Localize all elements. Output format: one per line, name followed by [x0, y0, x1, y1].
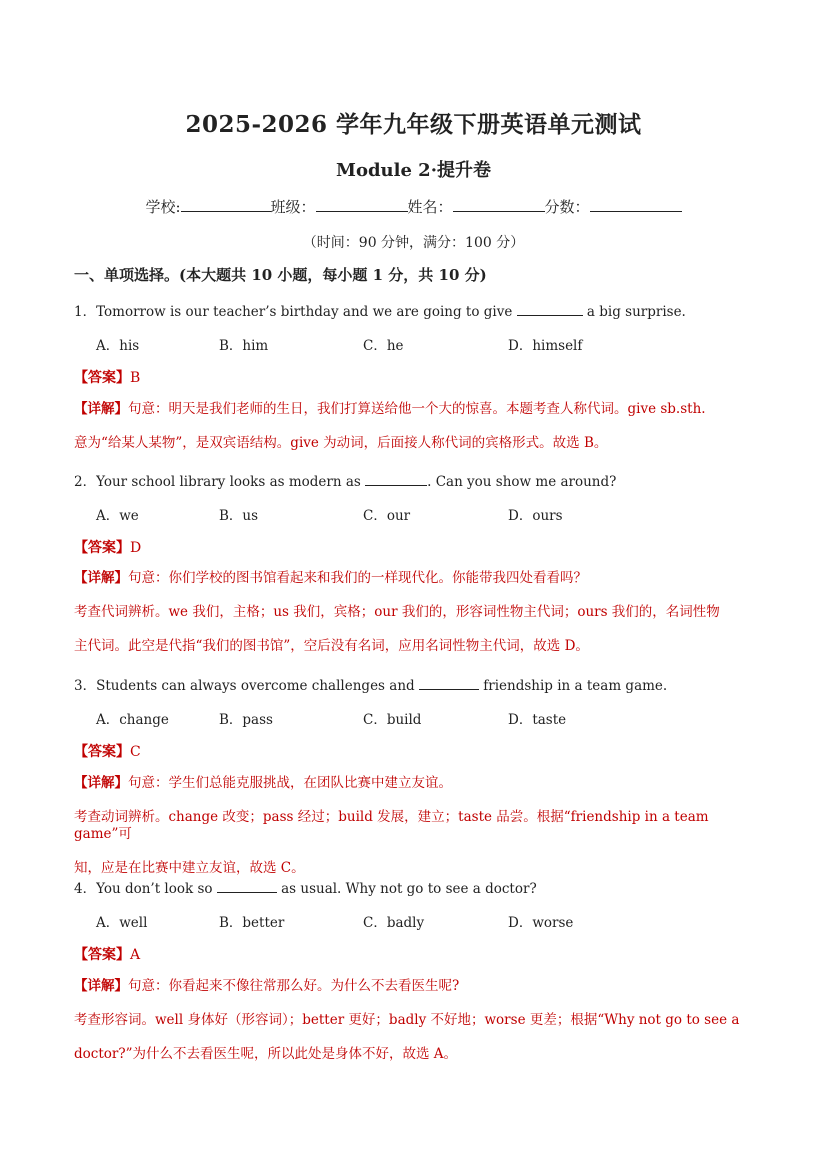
detail-tag: 【详解】 [74, 775, 128, 791]
score-blank[interactable] [590, 197, 682, 212]
answer-value: D [130, 540, 142, 556]
explanation-line: 【详解】句意：你看起来不像往常那么好。为什么不去看医生呢? [74, 978, 460, 994]
question-4-explanation [74, 978, 754, 1063]
explanation-line: 知，应是在比赛中建立友谊，故选 C。 [74, 860, 305, 876]
question-3-text-after: friendship in a team game. [478, 678, 668, 694]
question-4-blank [217, 880, 277, 893]
question-4-options [96, 911, 696, 929]
option-d: D．ours [508, 508, 563, 524]
question-2-stem [74, 470, 616, 490]
detail-tag: 【详解】 [74, 401, 128, 417]
explanation-line: 【详解】句意：明天是我们老师的生日，我们打算送给他一个大的惊喜。本题考查人称代词。give sb.sth. [74, 401, 706, 417]
question-1-explanation [74, 401, 754, 452]
detail-tag: 【详解】 [74, 978, 128, 994]
time-info: （时间：90 分钟，满分：100 分） [302, 235, 525, 251]
explanation-line: 【详解】句意：学生们总能克服挑战，在团队比赛中建立友谊。 [74, 775, 452, 791]
question-3-stem [74, 674, 667, 694]
question-2-answer [74, 537, 141, 557]
question-1-text-after: a big surprise. [582, 304, 686, 320]
answer-tag: 【答案】 [74, 540, 130, 556]
question-1-answer [74, 367, 140, 387]
question-3-explanation [74, 775, 754, 877]
explanation-line: doctor?”为什么不去看医生呢，所以此处是身体不好，故选 A。 [74, 1046, 458, 1062]
option-a: A．we [96, 508, 139, 524]
name-label: 姓名： [407, 198, 453, 216]
option-a: A．change [96, 712, 169, 728]
score-label: 分数： [544, 198, 590, 216]
explanation-line: 考查动词辨析。change 改变；pass 经过；build 发展，建立；taste 品尝。根据“friendship in a team game”可 [74, 809, 709, 842]
question-2-options [96, 504, 696, 522]
question-4-answer [74, 944, 140, 964]
option-b: B．better [219, 915, 285, 931]
option-c: C．build [363, 712, 422, 728]
question-1-options [96, 334, 696, 352]
option-a: A．his [96, 338, 140, 354]
question-2-blank [365, 473, 427, 486]
answer-tag: 【答案】 [74, 947, 130, 963]
option-d: D．worse [508, 915, 574, 931]
option-d: D．himself [508, 338, 583, 354]
page-subtitle: Module 2·提升卷 [336, 160, 491, 181]
explanation-line: 考查形容词。well 身体好（形容词）；better 更好；badly 不好地；worse 更差；根据“Why not go to see a [74, 1012, 740, 1028]
question-3-answer [74, 741, 141, 761]
explanation-line: 意为“给某人某物”，是双宾语结构。give 为动词，后面接人称代词的宾格形式。故选 B。 [74, 435, 608, 451]
option-a: A．well [96, 915, 148, 931]
option-d: D．taste [508, 712, 567, 728]
section-heading: 一、单项选择。(本大题共 10 小题，每小题 1 分，共 10 分) [74, 266, 487, 284]
option-c: C．badly [363, 915, 425, 931]
question-4-stem [74, 877, 537, 897]
question-4-text-after: as usual. Why not go to see a doctor? [276, 881, 537, 897]
question-2-text-after: . Can you show me around? [427, 474, 617, 490]
option-c: C．he [363, 338, 404, 354]
question-1-text-before: 1．Tomorrow is our teacher’s birthday and we are going to give [74, 304, 517, 320]
school-blank[interactable] [181, 197, 271, 212]
name-blank[interactable] [453, 197, 545, 212]
page-title: 2025-2026 学年九年级下册英语单元测试 [185, 111, 642, 138]
answer-tag: 【答案】 [74, 370, 130, 386]
option-b: B．pass [219, 712, 273, 728]
explanation-line: 【详解】句意：你们学校的图书馆看起来和我们的一样现代化。你能带我四处看看吗？ [74, 570, 587, 586]
answer-value: B [130, 370, 141, 386]
explanation-line: 考查代词辨析。we 我们，主格；us 我们，宾格；our 我们的，形容词性物主代词；ours 我们的，名词性物 [74, 604, 720, 620]
question-1-stem [74, 300, 686, 320]
answer-value: C [130, 744, 141, 760]
class-blank[interactable] [316, 197, 408, 212]
school-label: 学校: [145, 198, 181, 216]
question-3-blank [419, 677, 479, 690]
question-3-options [96, 708, 696, 726]
detail-tag: 【详解】 [74, 570, 128, 586]
student-info-line [0, 196, 827, 217]
question-1-blank [517, 303, 583, 316]
option-c: C．our [363, 508, 411, 524]
question-2-text-before: 2．Your school library looks as modern as [74, 474, 366, 490]
class-label: 班级： [270, 198, 316, 216]
answer-value: A [130, 947, 141, 963]
question-3-text-before: 3．Students can always overcome challenges and [74, 678, 419, 694]
question-4-text-before: 4．You don’t look so [74, 881, 217, 897]
question-2-explanation [74, 570, 754, 655]
option-b: B．us [219, 508, 259, 524]
explanation-line: 主代词。此空是代指“我们的图书馆”，空后没有名词，应用名词性物主代词，故选 D。 [74, 638, 589, 654]
option-b: B．him [219, 338, 269, 354]
answer-tag: 【答案】 [74, 744, 130, 760]
